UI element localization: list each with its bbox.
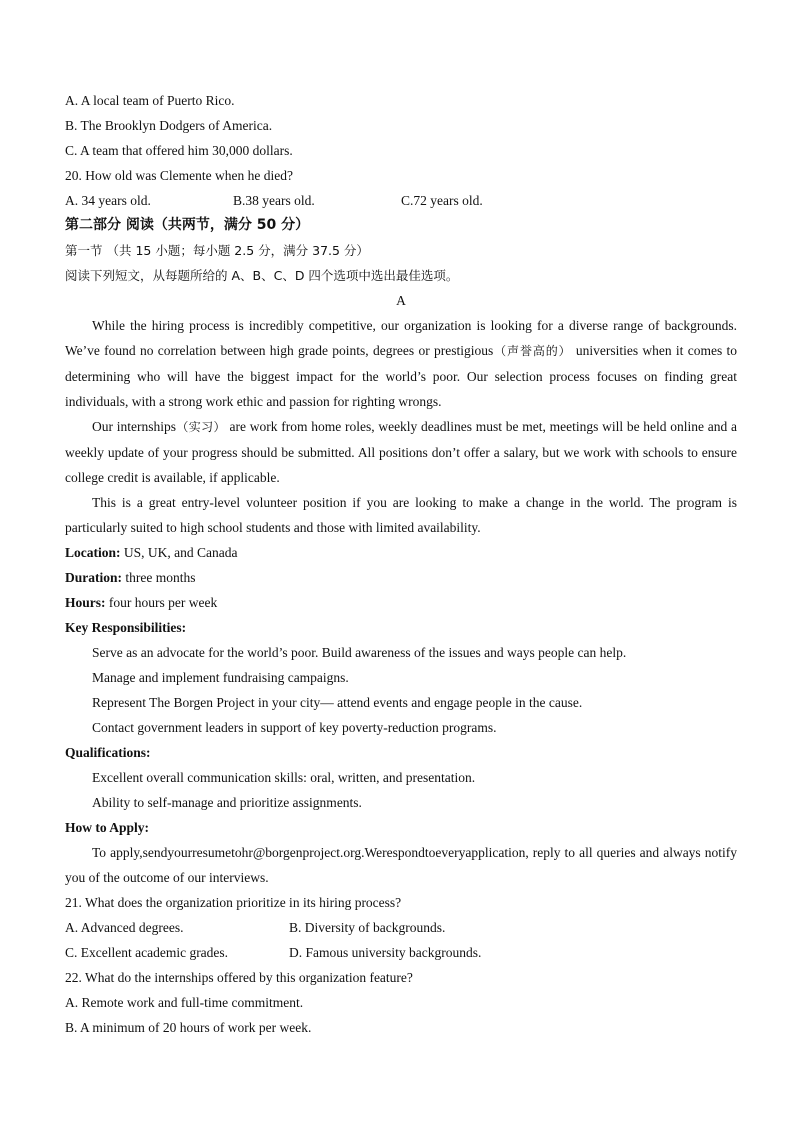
qualifications-heading: Qualifications: [65,745,151,760]
responsibility-item: Represent The Borgen Project in your city— attend events and engage people in the cause. [92,695,583,710]
q21-option-a: A. Advanced degrees. [65,920,184,935]
q19-option-c: C. A team that offered him 30,000 dollars. [65,143,293,158]
responsibility-item: Serve as an advocate for the world’s poor. Build awareness of the issues and ways people can help. [92,645,627,660]
q21-option-c: C. Excellent academic grades. [65,945,229,960]
p2-text-a: Our internships [92,419,176,434]
q21-question: 21. What does the organization prioritize in its hiring process? [65,895,402,910]
duration-value: three months [122,570,196,585]
q21-options-row-2 [65,940,737,965]
q20-option-c: C.72 years old. [401,193,483,208]
passage-paragraph-1 [65,313,737,414]
hours-value: four hours per week [105,595,218,610]
hours-row [65,590,737,615]
duration-row [65,565,737,590]
p1-text-a: While the hiring process is incredibly competitive, our organization is looking for a diverse range of backgrounds. We’ve found no correlation between high grade points, degrees or prestigious [65,318,737,358]
page-content [65,88,737,1040]
qualification-item: Ability to self-manage and prioritize assignments. [92,795,362,810]
q19-option-a: A. A local team of Puerto Rico. [65,93,235,108]
responsibilities-heading: Key Responsibilities: [65,620,187,635]
q21-option-d: D. Famous university backgrounds. [289,945,482,960]
apply-text: To apply,sendyourresumetohr@borgenproject.org.Werespondtoeveryapplication, reply to all queries and always notify you of the outcome of our interviews. [65,845,737,885]
q22-option-a: A. Remote work and full-time commitment. [65,995,304,1010]
p1-text-b: universities when it comes to determining who will have the biggest impact for the world’s poor. Our selection process focuses on finding great individuals, with a strong work ethic and passion for righting wrongs. [65,343,737,409]
p2-text-b: are work from home roles, weekly deadlines must be met, meetings will be held online and a weekly update of your progress should be submitted. All positions don’t offer a salary, but we work with schools to ensure college credit is available, if applicable. [65,419,737,485]
q20-options [65,188,737,213]
q20-option-b: B.38 years old. [233,193,315,208]
passage-paragraph-3: This is a great entry-level volunteer position if you are looking to make a change in the world. The program is particularly suited to high school students and those with limited availability. [65,495,737,535]
q20-question: 20. How old was Clemente when he died? [65,168,293,183]
location-label: Location: [65,545,121,560]
qualification-item: Excellent overall communication skills: oral, written, and presentation. [92,770,476,785]
section-subtitle: 第一节 （共 15 小题；每小题 2.5 分，满分 37.5 分） [65,243,369,258]
passage-label: A [396,293,406,308]
location-row [65,540,737,565]
section-title: 第二部分 阅读（共两节，满分 50 分） [65,217,310,233]
q19-option-b: B. The Brooklyn Dodgers of America. [65,118,273,133]
responsibility-item: Contact government leaders in support of key poverty-reduction programs. [92,720,497,735]
q22-question: 22. What do the internships offered by this organization feature? [65,970,413,985]
apply-heading: How to Apply: [65,820,150,835]
responsibility-item: Manage and implement fundraising campaigns. [92,670,349,685]
duration-label: Duration: [65,570,122,585]
q20-option-a: A. 34 years old. [65,193,151,208]
section-instruction: 阅读下列短文，从每题所给的 A、B、C、D 四个选项中选出最佳选项。 [65,268,459,283]
location-value: US, UK, and Canada [120,545,238,560]
p2-gloss: （实习） [175,420,226,434]
q21-option-b: B. Diversity of backgrounds. [289,920,446,935]
passage-paragraph-2 [65,414,737,490]
hours-label: Hours: [65,595,106,610]
q22-option-b: B. A minimum of 20 hours of work per week. [65,1020,312,1035]
q21-options-row-1 [65,915,737,940]
p1-gloss: （声誉高的） [493,344,572,358]
